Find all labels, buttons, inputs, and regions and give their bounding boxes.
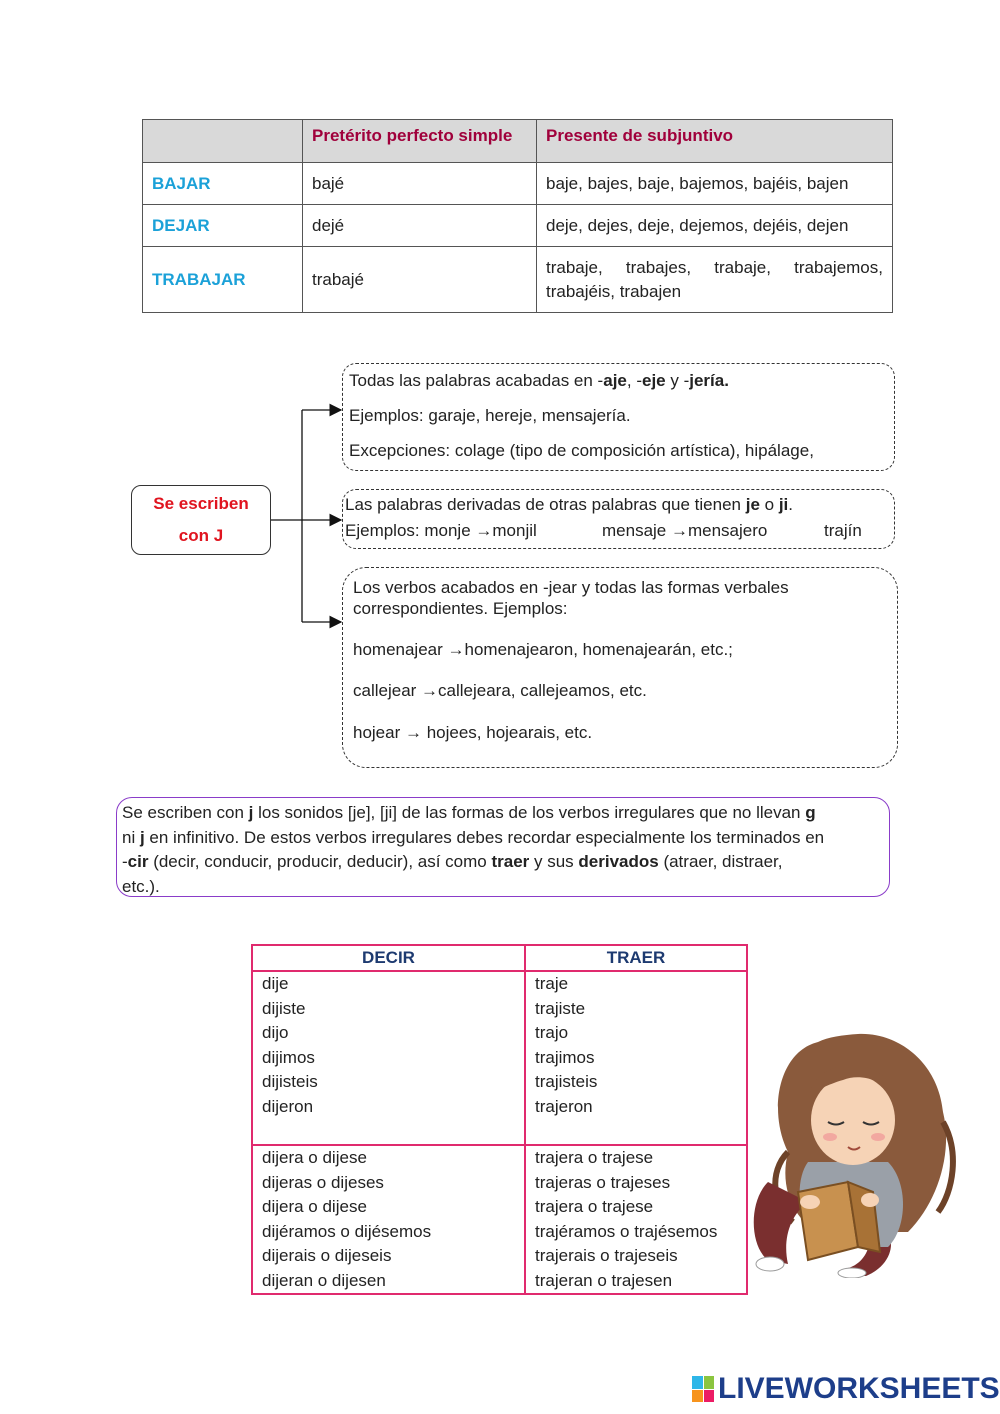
header-traer: TRAER xyxy=(525,945,747,971)
list-item: dijeras o dijeses xyxy=(262,1172,384,1192)
rule2-example-1: Ejemplos: monje →monjil xyxy=(345,521,537,540)
list-item: trajiste xyxy=(535,998,586,1018)
traer-preterito-cell xyxy=(525,971,747,1145)
list-item: dijimos xyxy=(262,1047,315,1067)
list-item: trajeron xyxy=(535,1096,593,1116)
list-item: dijera o dijese xyxy=(262,1197,367,1216)
list-item: dijéramos o dijésemos xyxy=(262,1221,432,1241)
verb-dejar: DEJAR xyxy=(143,205,303,247)
list-item: trajo xyxy=(535,1023,569,1042)
list-item: dije xyxy=(262,974,289,993)
rule-box-jear xyxy=(342,567,898,768)
rule1-examples: Ejemplos: garaje, hereje, mensajería. xyxy=(349,406,631,425)
header-subjuntivo: Presente de subjuntivo xyxy=(537,120,893,163)
traer-subjuntivo-cell xyxy=(525,1145,747,1294)
verb-trabajar: TRABAJAR xyxy=(143,247,303,313)
rule2-text: Las palabras derivadas de otras palabras que tienen je o ji. xyxy=(345,495,793,514)
girl-reading-illustration xyxy=(748,1032,960,1278)
preterito-bajar: bajé xyxy=(303,163,537,205)
verb-bajar: BAJAR xyxy=(143,163,303,205)
list-item: trajerais o trajeseis xyxy=(535,1246,678,1265)
preterito-trabajar: trabajé xyxy=(303,247,537,313)
subjuntivo-bajar: baje, bajes, baje, bajemos, bajéis, bajen xyxy=(537,163,893,205)
list-item: dijiste xyxy=(262,998,306,1018)
rule3-example-2: callejear →callejeara, callejeamos, etc. xyxy=(353,681,647,700)
header-preterito: Pretérito perfecto simple xyxy=(303,120,537,163)
root-label xyxy=(131,485,271,555)
subjuntivo-dejar: deje, dejes, deje, dejemos, dejéis, dejen xyxy=(537,205,893,247)
list-item: dijisteis xyxy=(262,1072,318,1091)
subjuntivo-trabajar: trabaje, trabajes, trabaje, trabajemos, trabajéis, trabajen xyxy=(537,247,893,313)
list-item: trajeran o trajesen xyxy=(535,1270,673,1290)
list-item: dijo xyxy=(262,1023,289,1042)
rule3-example-3: hojear → hojees, hojearais, etc. xyxy=(353,723,593,742)
list-item: dijeran o dijesen xyxy=(262,1270,386,1290)
list-item: trajimos xyxy=(535,1047,595,1067)
list-item: trajera o trajese xyxy=(535,1148,654,1167)
logo-mark-icon xyxy=(692,1376,714,1402)
list-item: trajera o trajese xyxy=(535,1197,654,1216)
list-item: trajeras o trajeses xyxy=(535,1172,671,1192)
liveworksheets-logo xyxy=(692,1372,1000,1406)
list-item: traje xyxy=(535,974,569,993)
list-item: dijerais o dijeseis xyxy=(262,1246,392,1265)
list-item: trajisteis xyxy=(535,1072,598,1091)
list-item: trajéramos o trajésemos xyxy=(535,1221,718,1241)
note-line1: Se escriben con j los sonidos [je], [ji] de las formas de los verbos irregulares que no llevan g xyxy=(122,803,816,822)
note-line3: -cir (decir, conducir, producir, deducir), así como traer y sus derivados (atraer, distraer, xyxy=(122,852,783,871)
rule-box-aje xyxy=(342,363,895,471)
irregular-verbs-note xyxy=(116,797,890,897)
decir-traer-table xyxy=(251,944,748,1295)
rule3-line2: correspondientes. Ejemplos: xyxy=(353,599,568,618)
root-label-line1: Se escriben xyxy=(153,494,249,513)
decir-subjuntivo-cell xyxy=(252,1145,525,1294)
logo-text: LIVEWORKSHEETS xyxy=(718,1372,1000,1405)
note-line2: ni j en infinitivo. De estos verbos irregulares debes recordar especialmente los terminados en xyxy=(122,827,825,847)
rule1-text: Todas las palabras acabadas en -aje, -eje y -jería. xyxy=(349,371,729,390)
rule1-exceptions: Excepciones: colage (tipo de composición artística), hipálage, xyxy=(349,441,814,460)
rule3-example-1: homenajear →homenajearon, homenajearán, etc.; xyxy=(353,640,733,659)
note-line4: etc.). xyxy=(122,876,160,896)
rule3-line1: Los verbos acabados en -jear y todas las formas verbales xyxy=(353,578,789,597)
rule-box-derived xyxy=(342,489,895,549)
list-item: dijeron xyxy=(262,1096,314,1116)
header-decir: DECIR xyxy=(252,945,525,971)
decir-preterito-cell xyxy=(252,971,525,1145)
rule2-example-3: trajín xyxy=(824,521,862,540)
preterito-dejar: dejé xyxy=(303,205,537,247)
root-label-line2: con J xyxy=(178,526,224,545)
rule2-example-2: mensaje →mensajero xyxy=(602,521,768,540)
list-item: dijera o dijese xyxy=(262,1148,367,1167)
